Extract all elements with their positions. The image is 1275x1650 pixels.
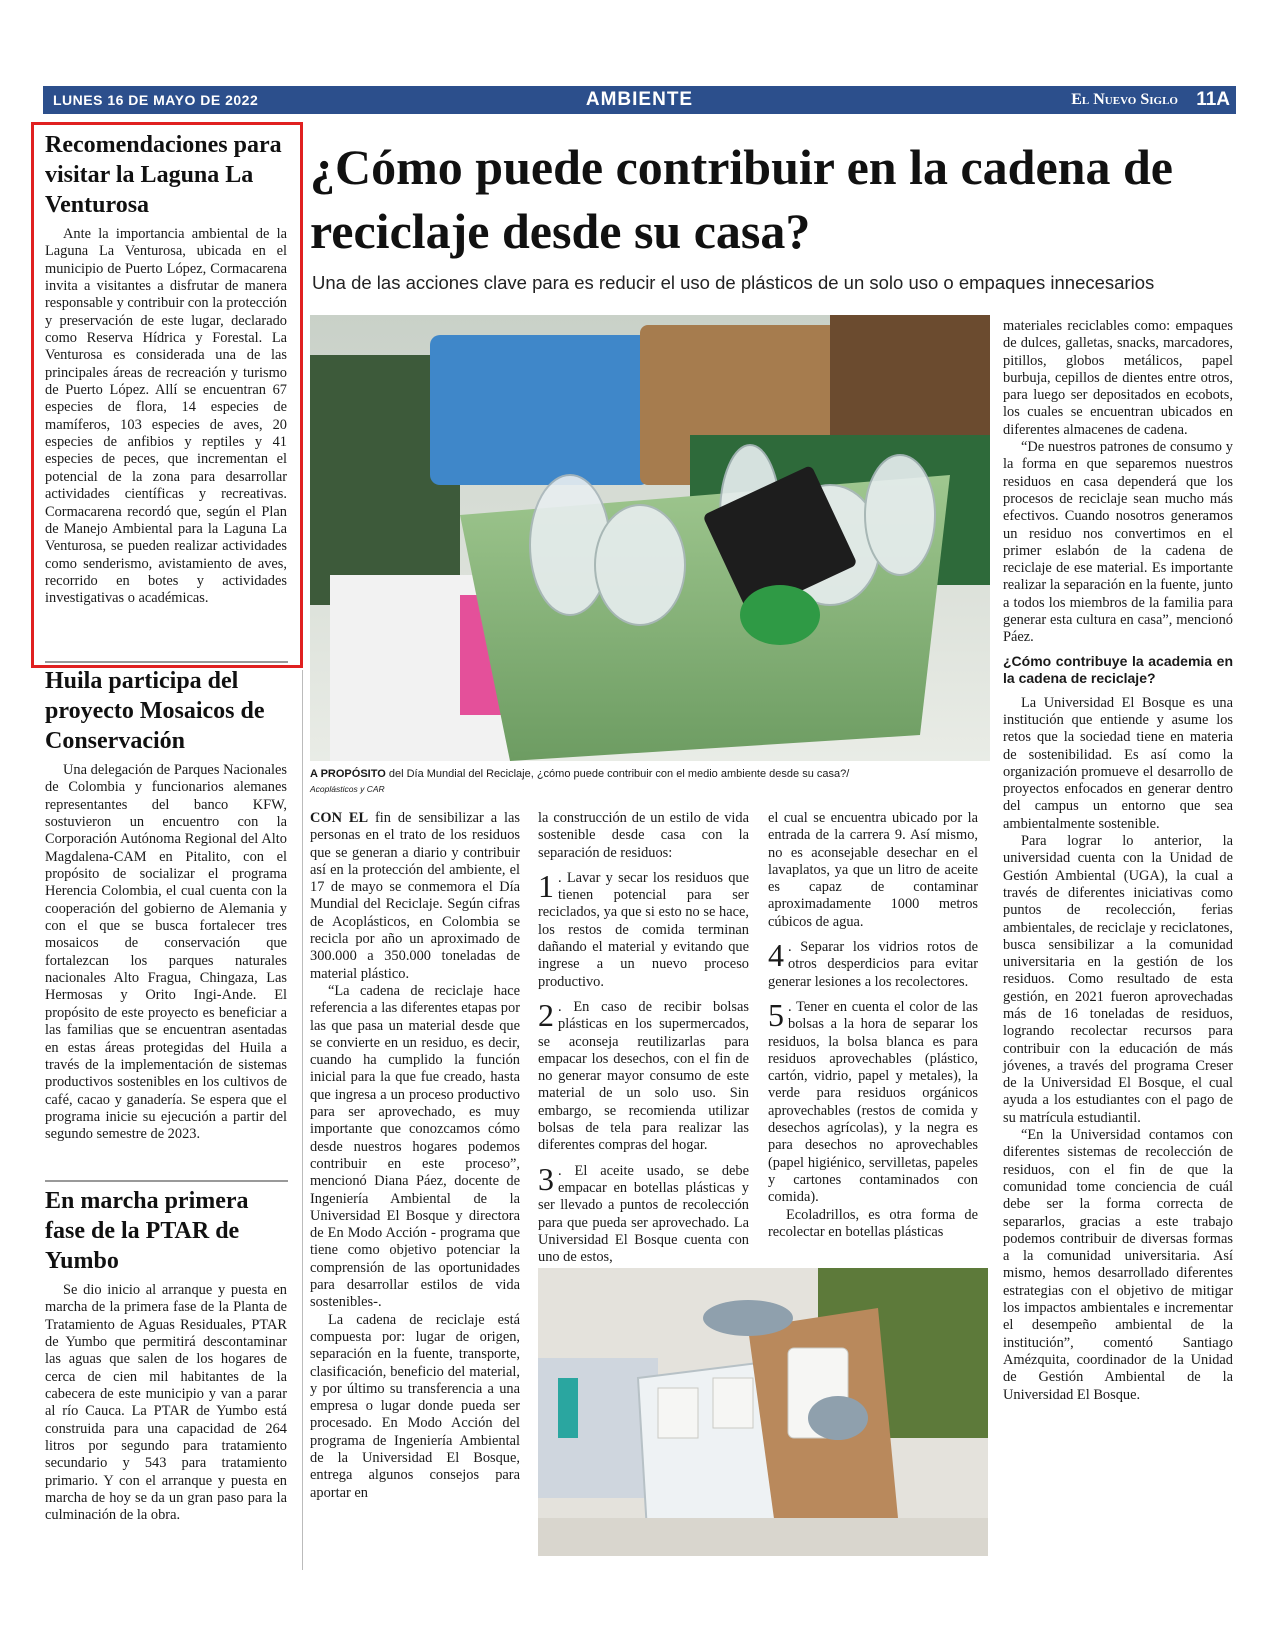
story-body: Ante la importancia ambiental de la Laguna La Venturosa, ubicada en el municipio de Puerto López, Cormacarena invita a visitantes a disfrutar de manera responsable y contribuir con la protección y preservación de este lugar, declarado como Reserva Hídrica y Forestal. La Venturosa es considerada una de las principales áreas de recreación y turismo de Puerto López. Allí se encuentran 67 especies de flora, 14 especies de mamíferos, 103 especies de aves, 20 especies de anfibios y reptiles y 41 especies de peces, que incrementan el potencial de la zona para desarrollar actividades científicas y recreativas. Cormacarena recordó que, según el Plan de Manejo Ambiental para la Laguna La Venturosa, se pueden realizar actividades como senderismo, avistamiento de aves, recorrido en botes y actividades investigativas o académicas. [45,226,287,607]
tip-number: 5 [768,996,784,1033]
caption-text: del Día Mundial del Reciclaje, ¿cómo puede contribuir con el medio ambiente desde su casa?/ [385,768,850,780]
photo-credit: Acoplásticos y CAR [310,784,385,794]
tip-text: . Separar los vidrios rotos de otros desperdicios para evitar generar lesiones a los recolectores. [768,939,978,990]
paragraph: La cadena de reciclaje está compuesta por: lugar de origen, separación en la fuente, transporte, clasificación, beneficio del material, y por último su transferencia a una empresa o lugar donde pueda ser procesado. En Modo Acción del programa de Ingeniería Ambiental de la Universidad El Bosque, entrega algunos consejos para aportar en [310,1311,520,1501]
lead-in: CON EL [310,810,369,826]
article-subhead: ¿Cómo contribuye la academia en la cadena de reciclaje? [1003,652,1233,686]
divider [45,661,288,663]
tip-number: 3 [538,1160,554,1197]
article-column-3 [768,810,978,1241]
paragraph: La Universidad El Bosque es una institución que entiende y asume los retos que la sociedad tiene en materia de sostenibilidad. Es así como la organización promueve el desarrollo de proyectos enfocados en generar dentro del campus un entorno que sea ambientalmente sostenible. [1003,694,1233,832]
sidebar-story-huila [45,666,287,1144]
paragraph: fin de sensibilizar a las personas en el trato de los residuos que se generan a diario y contribuir así en la protección del ambiente, el 17 de mayo se conmemora el Día Mundial del Reciclaje. Según cifras de Acoplásticos, en Colombia se recicla por año un aproximado de 300.000 a 350.000 toneladas de material plástico. [310,810,521,982]
story-title: En marcha primera fase de la PTAR de Yumbo [45,1188,249,1274]
header-date: LUNES 16 DE MAYO DE 2022 [53,92,259,108]
tip-number: 4 [768,937,784,974]
paragraph: la construcción de un estilo de vida sostenible desde casa con la separación de residuos: [538,810,749,861]
story-body: Se dio inicio al arranque y puesta en marcha de la primera fase de la Planta de Tratamiento de Aguas Residuales, PTAR de Yumbo que permitirá descontaminar las aguas que salen de los hogares de cerca de cien mil habitantes de la cabecera de este municipio y van a parar al río Cauca. La PTAR de Yumbo está construida para una capacidad de 264 litros por segundo para tratamiento secundario y 543 para tratamiento primario. Y con el arranque y puesta en marcha de hoy se da un gran paso para la culminación de la obra. [45,1282,287,1524]
header-page-number: 11A [1196,89,1230,110]
sidebar-story-ptar [45,1186,287,1525]
paragraph: “La cadena de reciclaje hace referencia a las diferentes etapas por las que pasa un material desde que se convierte en un residuo, es decir, cuando ha cumplido la función inicial para la que fue creado, hasta que ingresa a un proceso productivo para ser aprovechado, es muy importante que conozcamos cómo desde nuestros hogares podemos contribuir en este proceso”, mencionó Diana Páez, docente de Ingeniería Ambiental de la Universidad El Bosque y directora de En Modo Acción - programa que tiene como objetivo potenciar la comprensión de las oportunidades para desarrollar estilos de vida sostenibles-. [310,982,520,1311]
sidebar-story-laguna [45,130,287,608]
tip-text: . Tener en cuenta el color de las bolsas a la hora de separar los residuos, la bolsa blanca es para residuos aprovechables (plástico, cartón, vidrio, papel y metales), la verde para residuos orgánicos aprovechables (restos de comida y desechos agrícolas), y la negra es para desechos no aprovechables (papel higiénico, servilletas, papeles y cartones contaminados con comida). [768,998,978,1206]
column-divider [302,670,303,1570]
recycling-bins-photo [310,315,990,761]
tip-number: 2 [538,996,554,1033]
divider [45,1180,288,1182]
article-dek: Una de las acciones clave para es reducir el uso de plásticos de un solo uso o empaques innecesarios [312,272,1155,293]
paragraph: Ecoladrillos, es otra forma de recolectar en botellas plásticas [768,1206,978,1240]
photo-caption [310,767,990,782]
header-section: AMBIENTE [585,89,694,110]
story-title: Recomendaciones para visitar la Laguna La Venturosa [45,132,282,218]
page-header-bar [43,86,1236,114]
article-column-1 [310,810,520,1502]
sorting-waste-photo [538,1268,988,1556]
tip-text: . El aceite usado, se debe empacar en botellas plásticas y ser llevado a puntos de recolección para que pueda ser aprovechado. La Universidad El Bosque cuenta con uno de estos, [538,1162,749,1266]
paragraph: materiales reciclables como: empaques de dulces, galletas, snacks, marcadores, pitillos, globos metálicos, papel burbuja, cepillos de dientes entre otros, para luego ser depositados en ecobots, los cuales se encuentran ubicados en diferentes almacenes de cadena. [1003,318,1233,438]
caption-lead: A PROPÓSITO [310,768,386,780]
paragraph: el cual se encuentra ubicado por la entrada de la carrera 9. Así mismo, no es aconsejable desechar en el lavaplatos, ya que un litro de aceite es capaz de contaminar aproximadamente 1000 metros cúbicos de agua. [768,810,978,930]
paragraph: “De nuestros patrones de consumo y la forma en que separemos nuestros residuos en casa dependerá que los procesos de reciclaje sean mucho más efectivos. Cuando nosotros generamos un residuo nos convertimos en el primer eslabón de la cadena de reciclaje de ese material. Es importante realizar la separación en la fuente, junto a todos los miembros de la familia para generar esta cultura en casa”, mencionó Páez. [1003,439,1233,646]
paragraph: Para lograr lo anterior, la universidad cuenta con la Unidad de Gestión Ambiental (UGA), la cual a través de diferentes iniciativas como puntos de recolección, ferias ambientales, de reciclaje y reciclatones, busca sensibilizar a la comunidad universitaria en la gestión de los residuos. Como resultado de esta gestión, en 2021 fueron aprovechadas más de 16 toneladas de residuos, logrando recolectar recursos para contribuir con la educación de más jóvenes, a través del programa Creser de la Universidad El Bosque, el cual ayuda a los estudiantes con el pago de su matrícula estudiantil. [1003,833,1233,1126]
tip-text: . En caso de recibir bolsas plásticas en los supermercados, se aconseja reutilizarlas para empacar los desechos, con el fin de no generar mayor consumo de este material de un solo uso. Sin embargo, se recomienda utilizar bolsas de tela para realizar las diferentes compras del hogar. [538,998,749,1154]
article-headline: ¿Cómo puede contribuir en la cadena de reciclaje desde su casa? [310,139,1173,259]
article-column-2 [538,810,749,1266]
story-body: Una delegación de Parques Nacionales de Colombia y funcionarios alemanes representantes del banco KFW, sostuvieron un encuentro con la Corporación Autónoma Regional del Alto Magdalena-CAM en Pitalito, con el propósito de socializar el programa Herencia Colombia, el cual cuenta con la cooperación del gobierno de Alemania y con el que se busca fortalecer tres mosaicos de conservación que fortalezcan los parques naturales nacionales Alto Fragua, Chingaza, Las Hermosas y Orito Ingi-Ande. El propósito de este proyecto es beneficiar a las familias que se encuentran asentadas en estas áreas protegidas del Huila a través de la implementación de sistemas productivos sostenibles en los cultivos de café, cacao y ganadería. Se espera que el programa inicie su ejecución a partir del segundo semestre de 2023. [45,762,287,1143]
tip-number: 1 [538,867,554,904]
paragraph: “En la Universidad contamos con diferentes sistemas de recolección de residuos, con el fin de que la comunidad tome conciencia de cuál debe ser la forma correcta de separarlos, gracias a este trabajo podemos contribuir de diversas formas a la comunidad universitaria. Así mismo, hemos desarrollado diferentes estrategias con el objetivo de mitigar los impactos ambientales e incrementar el desempeño ambiental de la institución”, comentó Santiago Amézquita, coordinador de la Unidad de Gestión Ambiental de la Universidad El Bosque. [1003,1127,1233,1403]
article-column-4 [1003,318,1233,1404]
tip-text: . Lavar y secar los residuos que tienen potencial para ser reciclados, ya que si esto no se hace, los restos de comida terminan dañando el material y evitando que ingrese a un nuevo proceso productivo. [538,869,749,990]
header-paper-name: El Nuevo Siglo [1071,91,1178,108]
story-title: Huila participa del proyecto Mosaicos de Conservación [45,668,265,754]
